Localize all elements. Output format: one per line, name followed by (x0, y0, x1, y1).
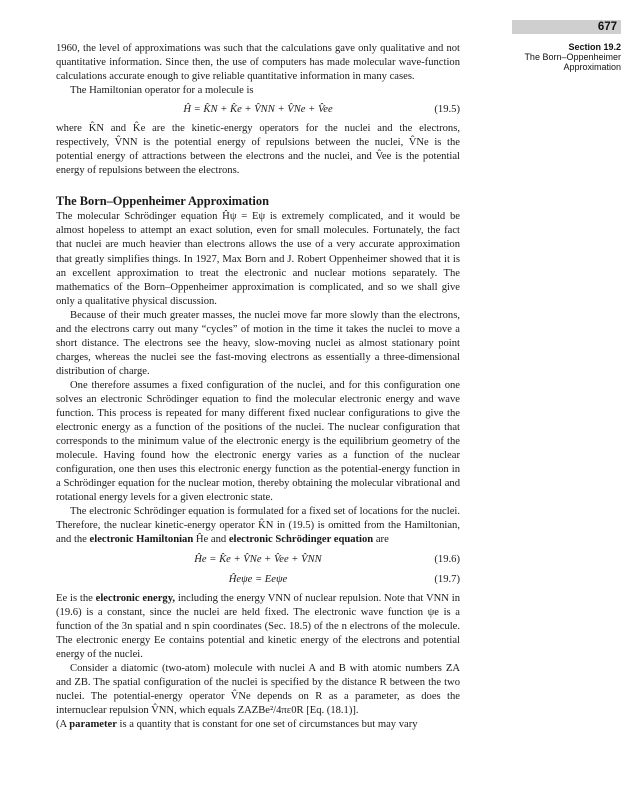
section-label: Section 19.2 (568, 42, 621, 52)
text-run: The electronic Schrödinger equation is formulated for a fixed set of locations for the nuclei. Therefore, the nuclear kinetic-energy operator K̂N in (19.5) is omitted from the Hamiltonian, and the (56, 506, 460, 546)
term-parameter: parameter (69, 718, 117, 730)
text-run: is a quantity that is constant for one set of circumstances but may vary (116, 718, 418, 730)
text-run: including the energy VNN of nuclear repulsion. Note that VNN in (19.6) is a constant, since the nuclei are held fixed. The electronic wave function ψe is a function of the 3n spatial and n spin coordinates (Sec. 18.5) of the n electrons of the molecule. The electronic energy Ee contains potential and kinetic energy of the electrons and potential energy of the nuclei. (56, 592, 460, 660)
paragraph-fixed-configuration: One therefore assumes a fixed configuration of the nuclei, and for this configuration one solves an electronic Schrödinger equation to find the molecular electronic energy and wave function. This process is repeated for many different fixed nuclear configurations to give the electronic energy as a function of the positions of the nuclei. The nuclear configuration that corresponds to the minimum value of the electronic energy is the equilibrium geometry of the molecule. Having found how the electronic energy varies as a function of the nuclear configuration, one then uses this electronic energy function as the potential-energy function in a Schrödinger equation for the nuclear motion, thereby obtaining the molecular vibrational and rotational energy levels for a given electronic state. (56, 379, 460, 504)
paragraph-parameter (56, 718, 460, 732)
section-heading: The Born–Oppenheimer Approximation (56, 194, 269, 209)
page-body (56, 42, 460, 732)
term-electronic-schrodinger-equation: electronic Schrödinger equation (228, 534, 374, 546)
page-number: 677 (597, 21, 617, 33)
paragraph-masses: Because of their much greater masses, the nuclei move far more slowly than the electrons, and the electrons carry out many “cycles” of motion in the time it takes the nuclei to move a short distance. The electrons see the heavy, slow-moving nuclei as almost stationary point charges, whereas the nuclei see the fast-moving electrons as essentially a three-dimensional distribution of charge. (56, 309, 460, 377)
term-electronic-hamiltonian: electronic Hamiltonian (89, 534, 194, 546)
equation-19-5 (56, 102, 460, 118)
paragraph-hamiltonian-intro: The Hamiltonian operator for a molecule is (70, 85, 254, 97)
equation-19-7-number: (19.7) (434, 573, 460, 585)
paragraph-electronic-energy (56, 592, 460, 662)
equation-19-6-body: Ĥe = K̂e + V̂Ne + V̂ee + V̂NN (194, 553, 322, 565)
section-title-line2: Approximation (563, 62, 621, 72)
equation-19-5-number: (19.5) (434, 104, 460, 116)
equation-19-7-body: Ĥeψe = Eeψe (228, 573, 288, 585)
equation-19-5-body: Ĥ = K̂N + K̂e + V̂NN + V̂Ne + V̂ee (183, 104, 333, 116)
text-run: (A (56, 718, 70, 730)
paragraph-electronic-equation (56, 505, 460, 547)
paragraph-schrodinger: The molecular Schrödinger equation Ĥψ = Eψ is extremely complicated, and it would be almost hopeless to attempt an exact solution, even for small molecules. Fortunately, the fact that nuclei are much heavier than electrons allows the use of a very accurate approximation that greatly simplifies things. In 1927, Max Born and J. Robert Oppenheimer showed that it is an excellent approximation to treat the electronic and nuclear motions separately. The mathematics of the Born–Oppenheimer approximation is complicated, and so we shall give only a qualitative physical discussion. (56, 211, 460, 307)
text-run: are (373, 534, 389, 546)
paragraph-operators: where K̂N and K̂e are the kinetic-energy operators for the nuclei and the electrons, respectively, V̂NN is the potential energy of repulsions between the nuclei, V̂Ne is the potential energy of attractions between the electrons and the nuclei, and V̂ee is the potential energy of repulsions between the electrons. (56, 123, 460, 177)
text-run: Ee is the (56, 592, 96, 604)
equation-19-7 (56, 572, 460, 588)
equation-19-6 (56, 552, 460, 568)
paragraph-intro: 1960, the level of approximations was such that the calculations gave only qualitative and not quantitative information. Since then, the use of computers has made molecular wave-function calculations accurate enough to give reliable quantitative information in many cases. (56, 43, 460, 83)
paragraph-diatomic: Consider a diatomic (two-atom) molecule with nuclei A and B with atomic numbers ZA and ZB. The spatial configuration of the nuclei is specified by the distance R between the two nuclei. The potential-energy operator V̂Ne depends on R as a parameter, as does the internuclear repulsion V̂NN, which equals ZAZBe²/4πε0R [Eq. (18.1)]. (56, 662, 460, 716)
running-header (500, 42, 621, 72)
page-number-bar (512, 20, 621, 34)
term-electronic-energy: electronic energy, (95, 592, 176, 604)
equation-19-6-number: (19.6) (434, 553, 460, 565)
text-run: Ĥe and (193, 534, 229, 546)
section-title-line1: The Born–Oppenheimer (524, 52, 621, 62)
